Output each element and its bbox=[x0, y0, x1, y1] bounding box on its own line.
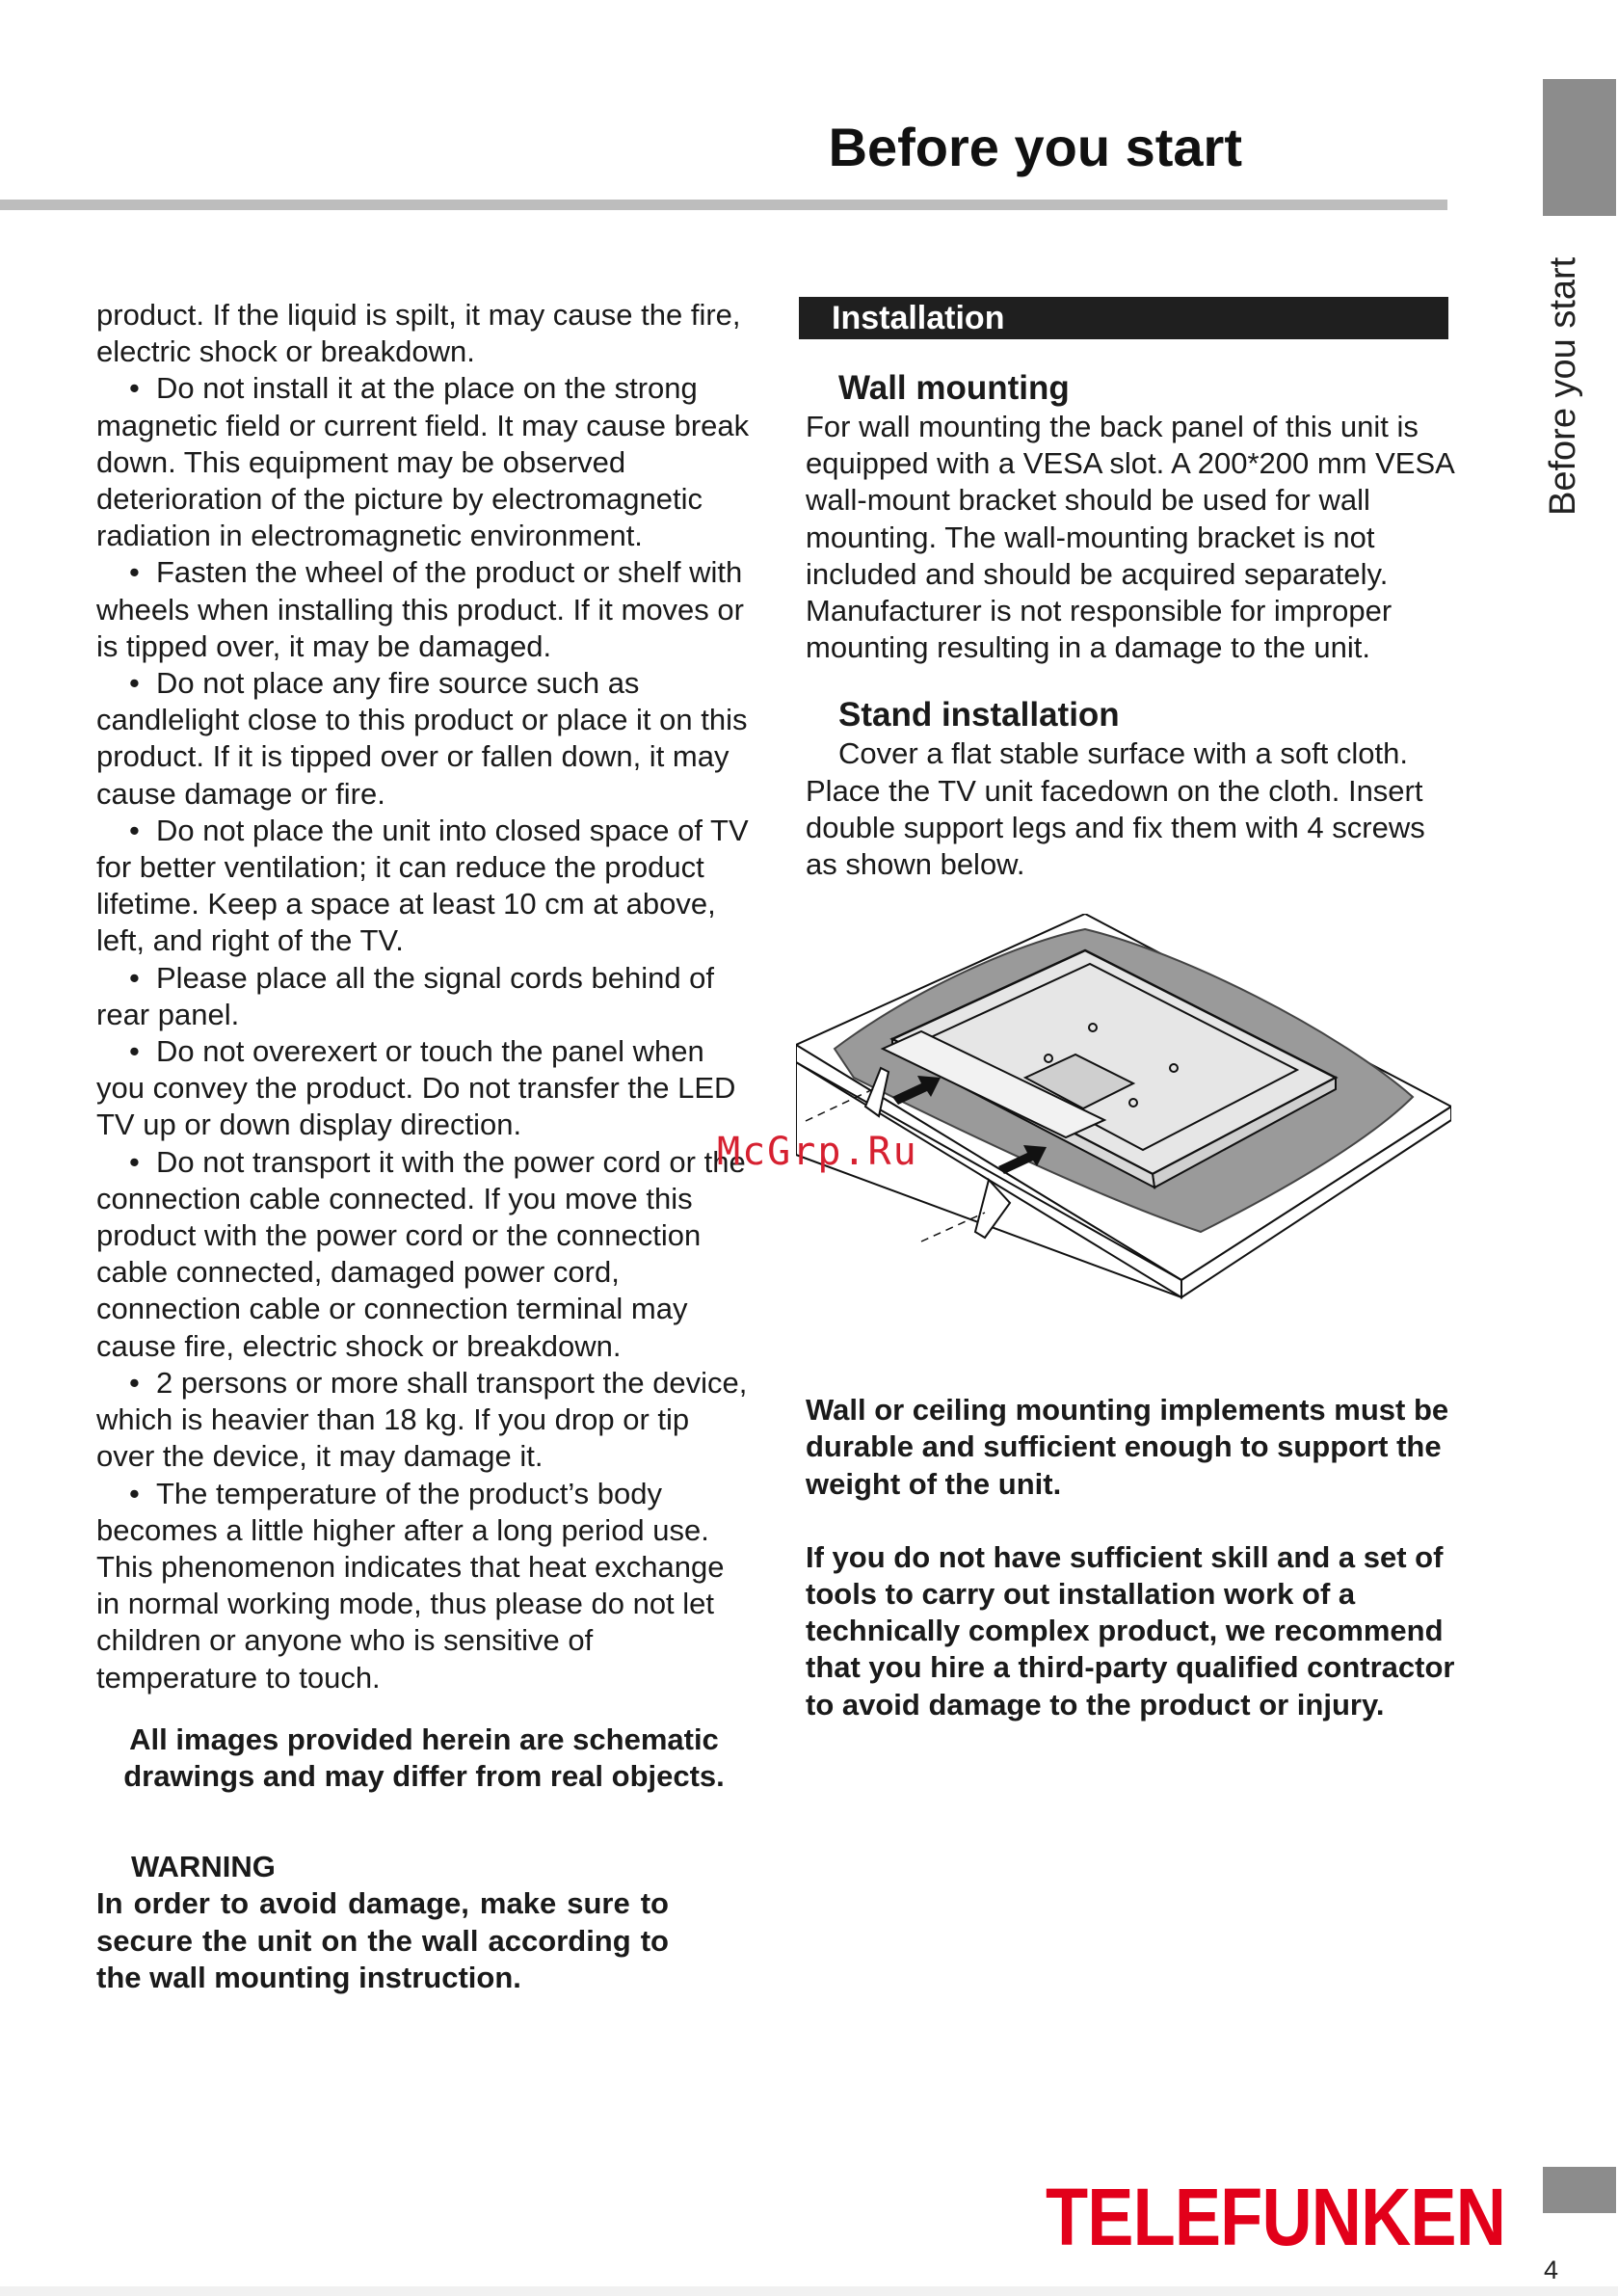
page-title: Before you start bbox=[828, 117, 1242, 177]
bullet-icon: • bbox=[129, 666, 140, 701]
watermark: McGrp.Ru bbox=[717, 1130, 918, 1174]
safety-bullet bbox=[96, 960, 752, 1033]
bullet-text: Do not transport it with the power cord or the connection cable connected. If you move this product with the power cord or the connection cable connected, damaged power cord, connection cable or connection terminal may cause fire, electric shock or breakdown. bbox=[96, 1144, 746, 1363]
safety-bullet bbox=[96, 1144, 752, 1365]
bullet-text: Do not place the unit into closed space of TV for better ventilation; it can reduce the product lifetime. Keep a space at least 10 cm at above, left, and right of the TV. bbox=[96, 813, 749, 958]
header-divider bbox=[0, 200, 1447, 210]
bullet-icon: • bbox=[129, 1034, 140, 1069]
safety-bullet bbox=[96, 1365, 752, 1476]
bullet-text: Fasten the wheel of the product or shelf with wheels when installing this product. If it moves or is tipped over, it may be damaged. bbox=[96, 555, 744, 663]
warning-title: WARNING bbox=[131, 1850, 276, 1884]
safety-bullet bbox=[96, 1033, 752, 1144]
safety-bullet bbox=[96, 813, 752, 960]
intro-paragraph: product. If the liquid is spilt, it may cause the fire, electric shock or breakdown. bbox=[96, 298, 741, 369]
bullet-text: Do not install it at the place on the strong magnetic field or current field. It may cause break down. This equipment may be observed deterioration of the picture by electromagnetic radiation in electromagnetic environment. bbox=[96, 371, 750, 553]
stand-installation-text: Cover a flat stable surface with a soft cloth. Place the TV unit facedown on the cloth. Insert double support legs and fix them with 4 screws as shown below. bbox=[806, 736, 1425, 882]
warning-text: In order to avoid damage, make sure to secure the unit on the wall according to the wall mounting instruction. bbox=[96, 1886, 669, 1994]
guide-line bbox=[921, 1213, 985, 1241]
safety-bullet bbox=[96, 554, 752, 665]
bullet-text: The temperature of the product’s body becomes a little higher after a long period use. This phenomenon indicates that heat exchange in normal working mode, thus please do not let children or anyone who is sensitive of temperature to touch. bbox=[96, 1476, 725, 1695]
stand-installation-diagram bbox=[796, 914, 1451, 1299]
images-notice: All images provided herein are schematic drawings and may differ from real objects. bbox=[123, 1722, 725, 1793]
side-tab-marker-bottom bbox=[1543, 2167, 1616, 2213]
page-number: 4 bbox=[1544, 2256, 1559, 2284]
safety-bullet bbox=[96, 1476, 752, 1696]
stand-installation-heading: Stand installation bbox=[838, 696, 1120, 734]
left-column bbox=[96, 297, 752, 1996]
bullet-icon: • bbox=[129, 813, 140, 847]
bullet-icon: • bbox=[129, 555, 140, 590]
bullet-icon: • bbox=[129, 960, 140, 995]
durability-note: Wall or ceiling mounting implements must be durable and sufficient enough to support the weight of the unit. bbox=[806, 1393, 1449, 1501]
installation-section-header: Installation bbox=[799, 297, 1448, 339]
bullet-icon: • bbox=[129, 1476, 140, 1510]
safety-bullet bbox=[96, 370, 752, 554]
contractor-note: If you do not have sufficient skill and a set of tools to carry out installation work of a technically complex product, we recommend that you hire a third-party qualified contractor to avoid damage to the product or injury. bbox=[806, 1539, 1455, 1722]
side-section-label: Before you start bbox=[1543, 256, 1583, 516]
bullet-text: Please place all the signal cords behind of rear panel. bbox=[96, 960, 715, 1031]
safety-bullet bbox=[96, 665, 752, 813]
bullet-text: 2 persons or more shall transport the device, which is heavier than 18 kg. If you drop or tip over the device, it may damage it. bbox=[96, 1365, 748, 1474]
wall-mounting-text: For wall mounting the back panel of this unit is equipped with a VESA slot. A 200*200 mm VESA wall-mount bracket should be used for wall mounting. The wall-mounting bracket is not included and should be acquired separately. Manufacturer is not responsible for improper mounting resulting in a damage to the unit. bbox=[806, 410, 1454, 665]
bullet-text: Do not overexert or touch the panel when you convey the product. Do not transfer the LED TV up or down display direction. bbox=[96, 1034, 736, 1142]
side-tab-marker bbox=[1543, 79, 1616, 216]
page-bottom-edge bbox=[0, 2286, 1618, 2296]
bullet-icon: • bbox=[129, 371, 140, 406]
brand-logo: TELEFUNKEN bbox=[1046, 2172, 1506, 2262]
bullet-icon: • bbox=[129, 1144, 140, 1179]
bullet-icon: • bbox=[129, 1365, 140, 1400]
right-column bbox=[806, 297, 1461, 1723]
bullet-text: Do not place any fire source such as candlelight close to this product or place it on this product. If it is tipped over or fallen down, it may cause damage or fire. bbox=[96, 666, 748, 811]
wall-mounting-heading: Wall mounting bbox=[838, 369, 1070, 407]
